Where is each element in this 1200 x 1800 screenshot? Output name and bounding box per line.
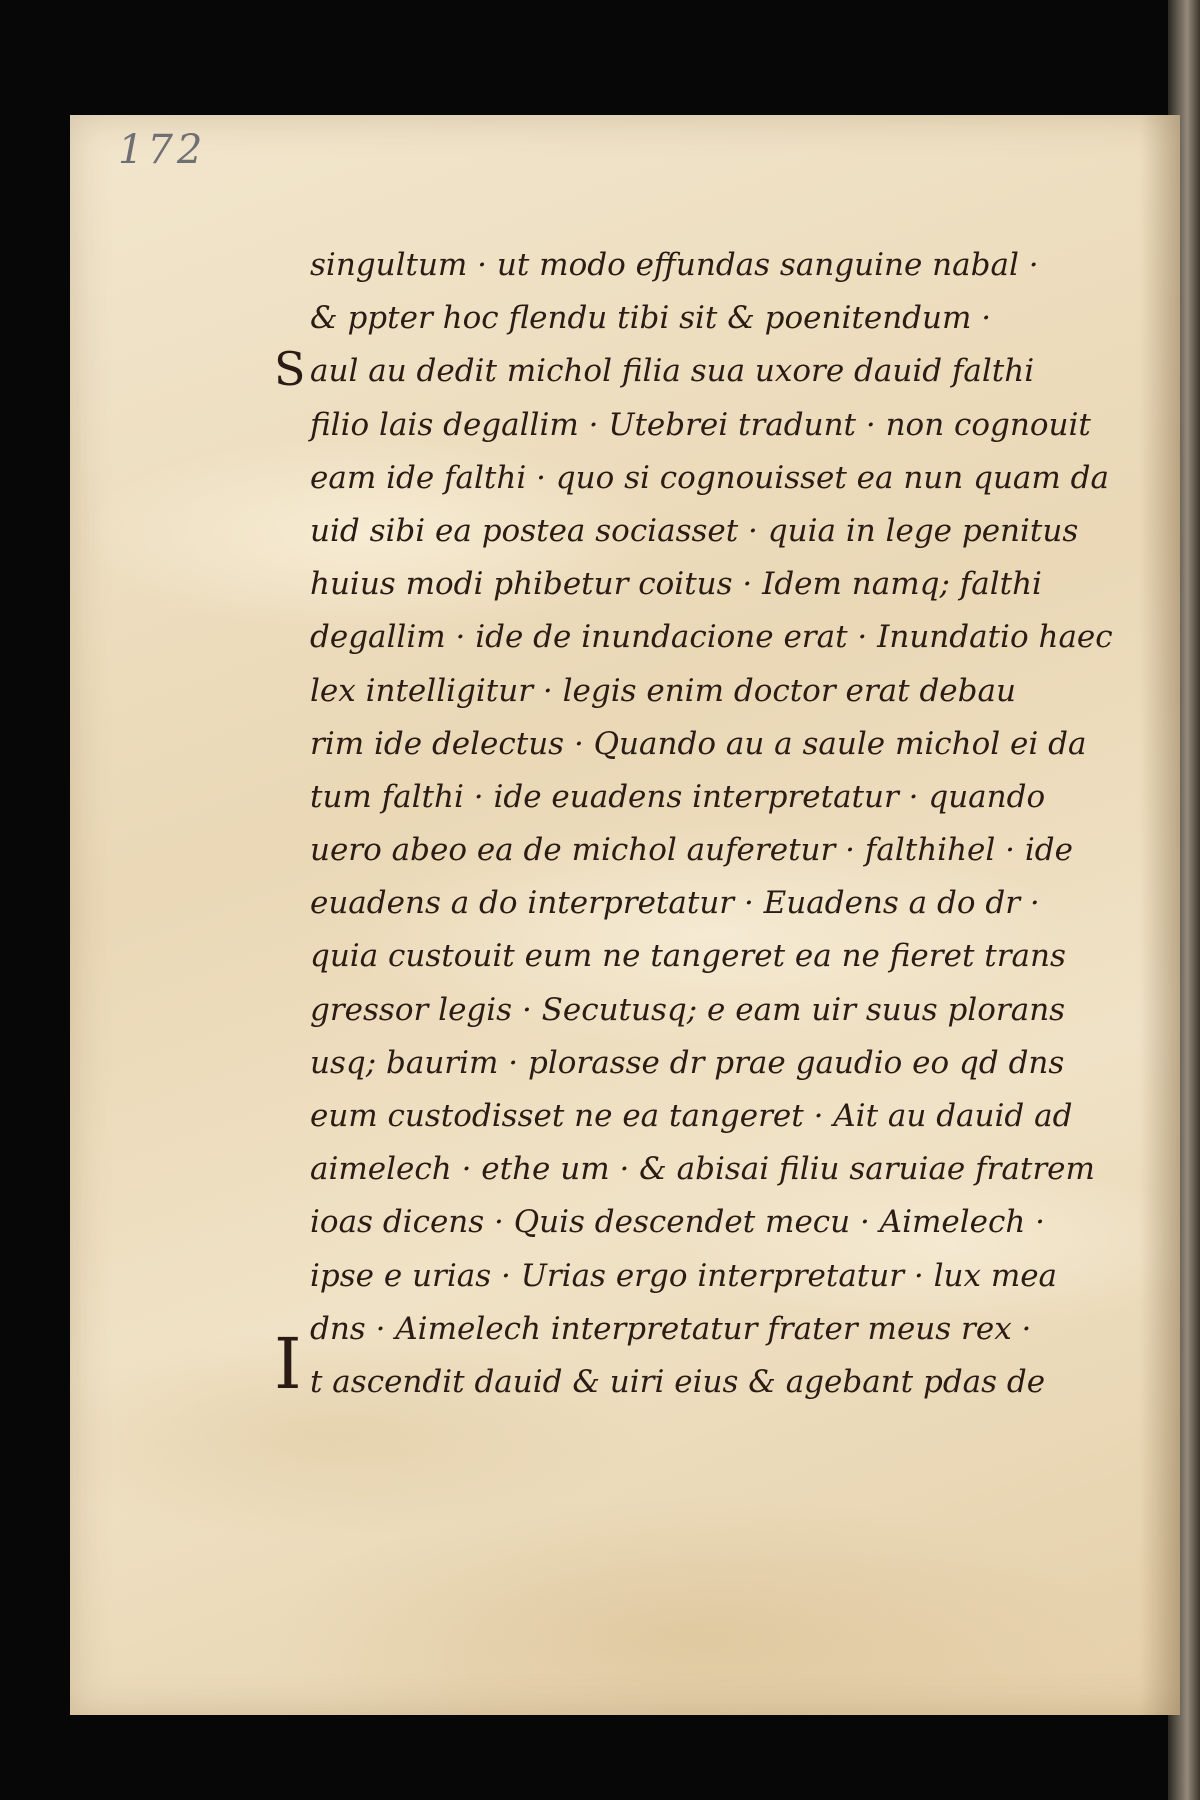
- text-line: huius modi phibetur coitus · Idem namq; falthi: [310, 566, 1042, 603]
- folio-number: 172: [118, 127, 207, 173]
- text-line: & ppter hoc flendu tibi sit & poenitendum ·: [310, 300, 992, 337]
- text-line: singultum · ut modo effundas sanguine nabal ·: [310, 247, 1039, 283]
- text-line: aimelech · ethe um · & abisai filiu saruiae fratrem: [310, 1151, 1095, 1188]
- text-line: rim ide delectus · Quando au a saule michol ei da: [310, 725, 1087, 762]
- text-line: lex intelligitur · legis enim doctor erat debau: [310, 672, 1016, 709]
- text-block: [274, 239, 1150, 1409]
- text-line: gressor legis · Secutusq; e eam uir suus plorans: [310, 991, 1066, 1028]
- text-line: uero abeo ea de michol auferetur · falthihel · ide: [310, 832, 1073, 869]
- text-line: degallim · ide de inundacione erat · Inundatio haec: [310, 619, 1113, 656]
- text-line: uid sibi ea postea sociasset · quia in lege penitus: [310, 512, 1079, 549]
- text-line: tum falthi · ide euadens interpretatur · quando: [310, 778, 1046, 815]
- text-line: quia custouit eum ne tangeret ea ne fieret trans: [310, 938, 1066, 975]
- text-line: I t ascendit dauid & uiri eius & agebant pdas de: [274, 1322, 1046, 1405]
- text-line: ioas dicens · Quis descendet mecu · Aimelech ·: [310, 1204, 1046, 1241]
- text-line: eam ide falthi · quo si cognouisset ea nun quam da: [310, 459, 1109, 496]
- initial-letter: I: [274, 1322, 302, 1405]
- text-line: dns · Aimelech interpretatur frater meus rex ·: [310, 1310, 1032, 1347]
- text-line: S aul au dedit michol filia sua uxore dauid falthi: [274, 342, 1035, 397]
- text-line: usq; baurim · plorasse dr prae gaudio eo qd dns: [310, 1044, 1065, 1081]
- initial-letter: S: [274, 342, 306, 397]
- text-line: euadens a do interpretatur · Euadens a do dr ·: [310, 885, 1040, 922]
- text-line: eum custodisset ne ea tangeret · Ait au dauid ad: [310, 1098, 1073, 1134]
- text-line: ipse e urias · Urias ergo interpretatur · lux mea: [310, 1257, 1058, 1294]
- manuscript-page: [70, 115, 1180, 1715]
- text-line: filio lais degallim · Utebrei tradunt · non cognouit: [310, 406, 1091, 443]
